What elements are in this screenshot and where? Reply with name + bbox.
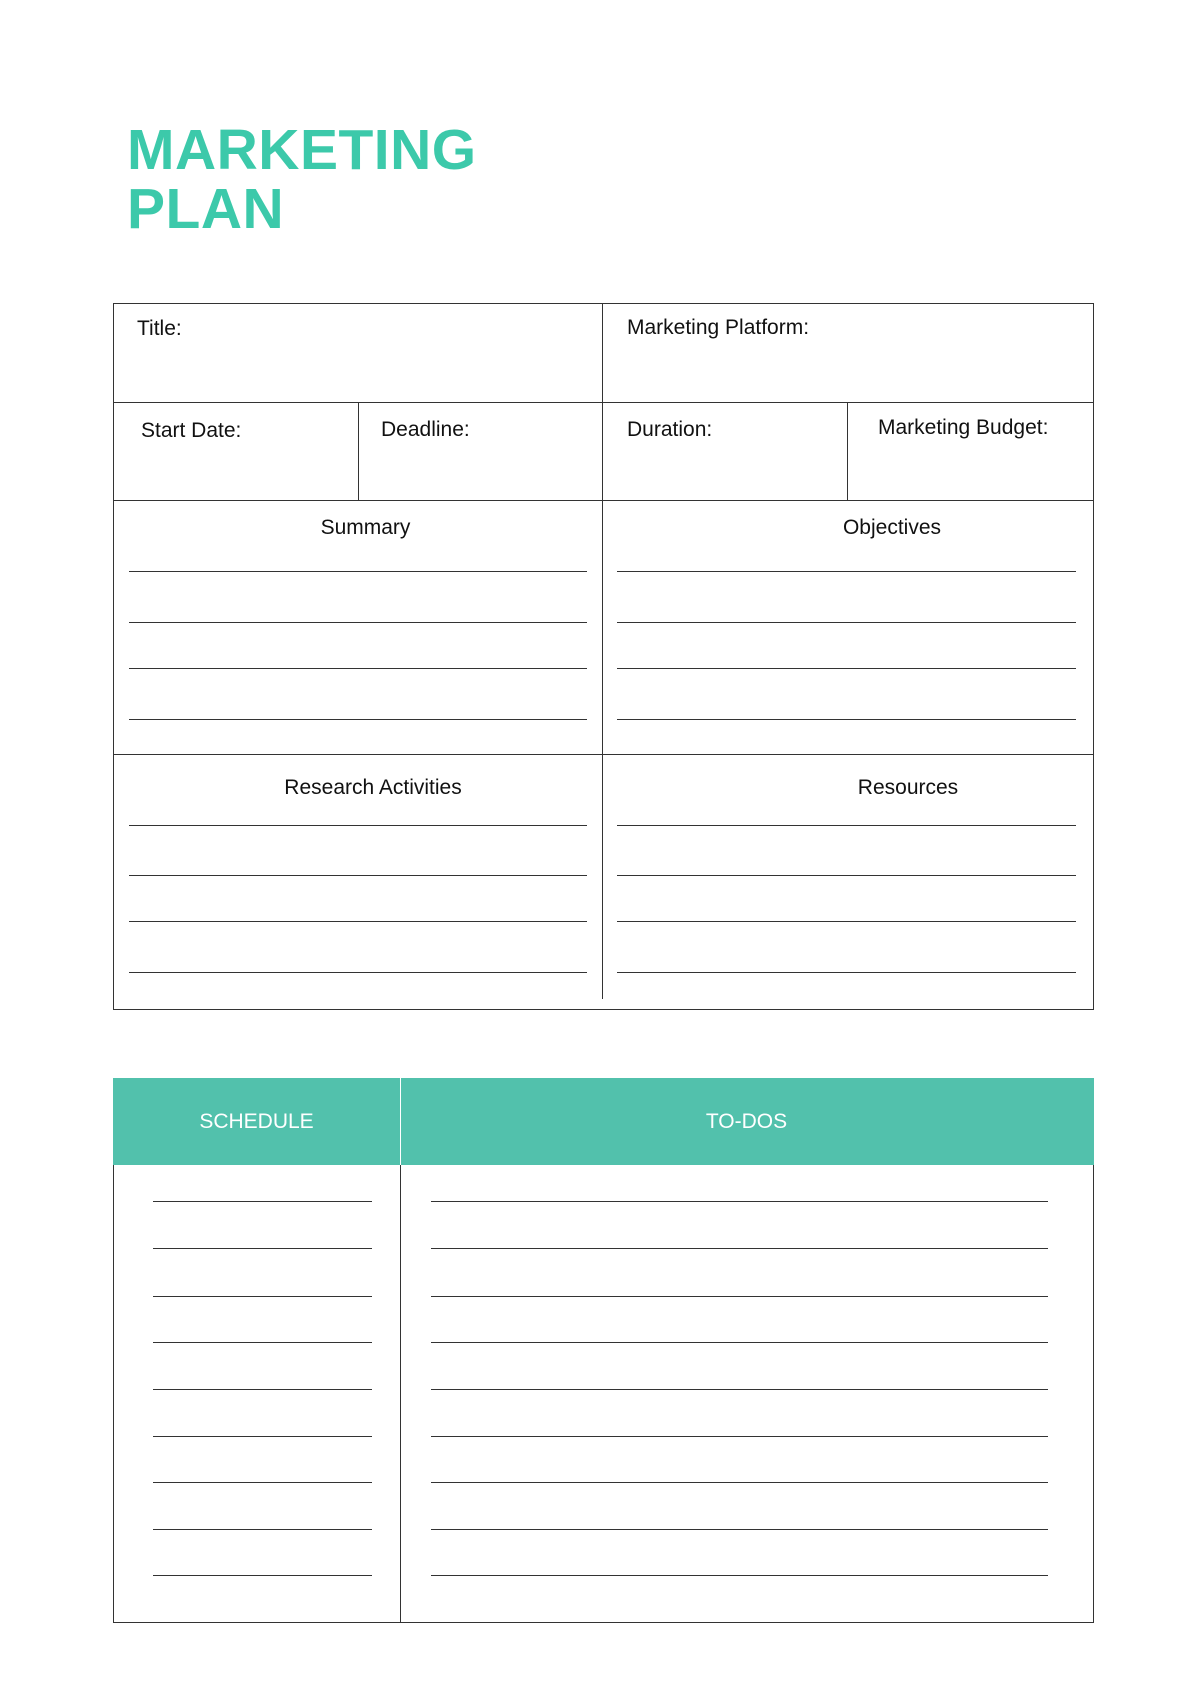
page-title-line1: MARKETING — [127, 118, 477, 182]
schedule-writing-line[interactable] — [153, 1201, 372, 1202]
schedule-writing-line[interactable] — [153, 1482, 372, 1483]
duration-field-label[interactable]: Duration: — [627, 418, 713, 441]
resources-writing-line[interactable] — [617, 875, 1076, 876]
todo-writing-line[interactable] — [431, 1436, 1048, 1437]
resources-writing-line[interactable] — [617, 825, 1076, 826]
objectives-writing-line[interactable] — [617, 571, 1076, 572]
todo-writing-line[interactable] — [431, 1482, 1048, 1483]
budget-field-label[interactable]: Marketing Budget: — [878, 416, 1049, 439]
divider — [113, 402, 1094, 403]
summary-writing-line[interactable] — [129, 668, 587, 669]
platform-field-label[interactable]: Marketing Platform: — [627, 316, 810, 339]
objectives-heading: Objectives — [842, 516, 942, 539]
divider — [358, 402, 359, 500]
objectives-writing-line[interactable] — [617, 668, 1076, 669]
schedule-writing-line[interactable] — [153, 1342, 372, 1343]
todo-writing-line[interactable] — [431, 1296, 1048, 1297]
divider — [847, 402, 848, 500]
resources-writing-line[interactable] — [617, 921, 1076, 922]
research-writing-line[interactable] — [129, 825, 587, 826]
todo-writing-line[interactable] — [431, 1575, 1048, 1576]
page-title-line2: PLAN — [127, 177, 285, 241]
title-field-label[interactable]: Title: — [137, 317, 182, 340]
schedule-writing-line[interactable] — [153, 1529, 372, 1530]
divider — [113, 500, 1094, 501]
todo-writing-line[interactable] — [431, 1342, 1048, 1343]
summary-writing-line[interactable] — [129, 571, 587, 572]
plan-form — [113, 303, 1094, 1010]
research-heading: Research Activities — [284, 776, 462, 799]
todo-writing-line[interactable] — [431, 1529, 1048, 1530]
schedule-writing-line[interactable] — [153, 1248, 372, 1249]
research-writing-line[interactable] — [129, 972, 587, 973]
todos-header: TO-DOS — [705, 1109, 788, 1133]
todo-writing-line[interactable] — [431, 1389, 1048, 1390]
start-date-field-label[interactable]: Start Date: — [141, 419, 242, 442]
summary-writing-line[interactable] — [129, 719, 587, 720]
resources-writing-line[interactable] — [617, 972, 1076, 973]
schedule-writing-line[interactable] — [153, 1389, 372, 1390]
divider — [113, 754, 1094, 755]
todo-writing-line[interactable] — [431, 1201, 1048, 1202]
todo-writing-line[interactable] — [431, 1248, 1048, 1249]
objectives-writing-line[interactable] — [617, 719, 1076, 720]
research-writing-line[interactable] — [129, 921, 587, 922]
schedule-writing-line[interactable] — [153, 1575, 372, 1576]
resources-heading: Resources — [857, 776, 959, 799]
objectives-writing-line[interactable] — [617, 622, 1076, 623]
schedule-writing-line[interactable] — [153, 1296, 372, 1297]
divider — [602, 303, 603, 999]
research-writing-line[interactable] — [129, 875, 587, 876]
schedule-header: SCHEDULE — [199, 1109, 314, 1133]
summary-heading: Summary — [320, 516, 411, 539]
schedule-writing-line[interactable] — [153, 1436, 372, 1437]
deadline-field-label[interactable]: Deadline: — [381, 418, 470, 441]
summary-writing-line[interactable] — [129, 622, 587, 623]
